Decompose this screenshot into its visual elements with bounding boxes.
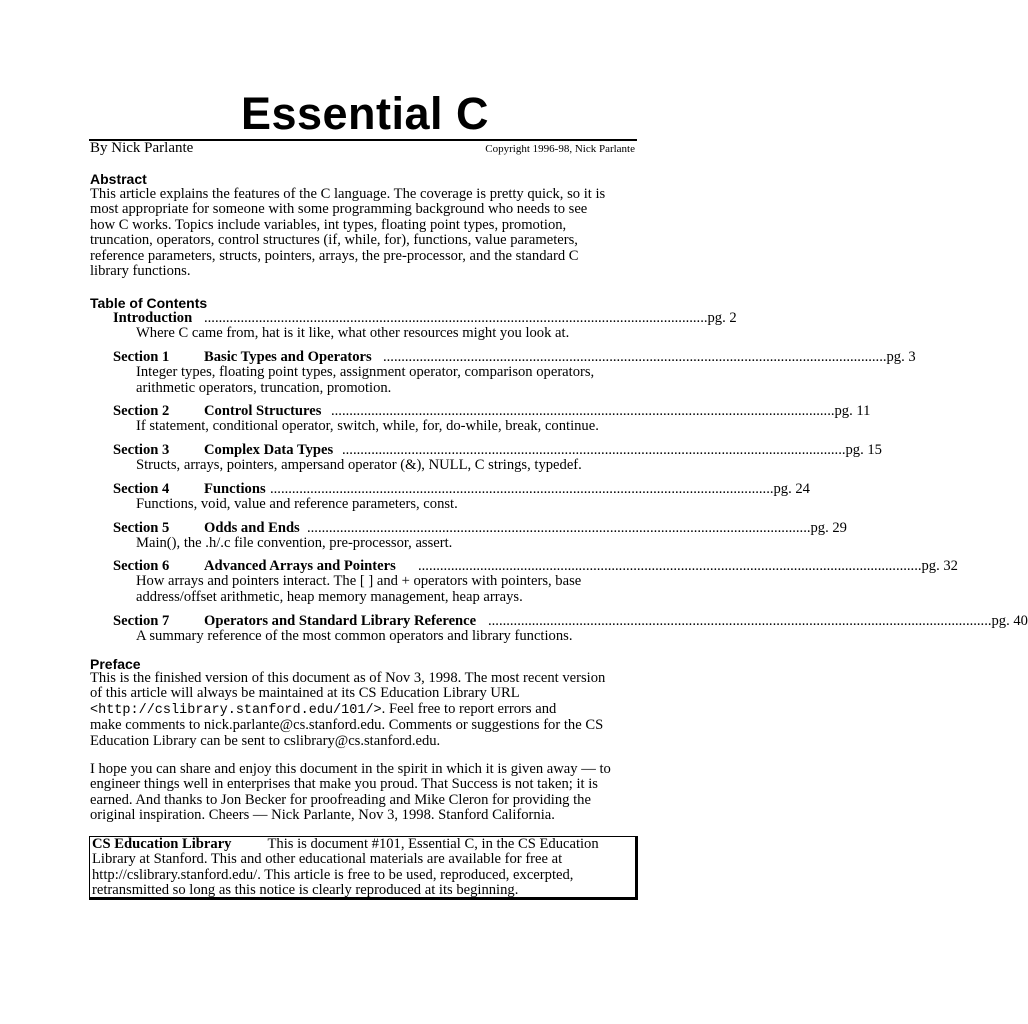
preface-paragraph-2 bbox=[90, 762, 650, 824]
toc-entry-description bbox=[136, 326, 636, 342]
toc-section-number: Section 3 bbox=[113, 442, 170, 458]
preface-line: I hope you can share and enjoy this document in the spirit in which it is given away — to bbox=[90, 761, 611, 777]
notice-line: Library at Stanford. This and other educational materials are available for free at bbox=[92, 851, 563, 868]
toc-entry-title: Advanced Arrays and Pointers bbox=[204, 558, 396, 574]
abstract-paragraph bbox=[90, 187, 650, 279]
toc-section-number: Section 7 bbox=[113, 613, 170, 629]
notice-line: retransmitted so long as this notice is clearly reproduced at its beginning. bbox=[92, 882, 519, 899]
toc-desc-line: Functions, void, value and reference parameters, const. bbox=[136, 496, 458, 512]
preface-line-rest: . Feel free to report errors and bbox=[381, 700, 557, 717]
toc-section-number: Section 4 bbox=[113, 481, 170, 497]
document-title: Essential C bbox=[240, 88, 490, 139]
copyright-notice: Copyright 1996-98, Nick Parlante bbox=[485, 143, 635, 155]
toc-desc-line: Main(), the .h/.c file convention, pre-processor, assert. bbox=[136, 535, 453, 551]
toc-entry-title: Control Structures bbox=[204, 403, 322, 419]
toc-desc-line: Integer types, floating point types, assignment operator, comparison operators, bbox=[136, 364, 595, 380]
toc-entry-description bbox=[136, 497, 636, 513]
preface-line: This is the finished version of this document as of Nov 3, 1998. The most recent version bbox=[90, 670, 606, 686]
toc-desc-line: A summary reference of the most common operators and library functions. bbox=[136, 628, 573, 644]
toc-entry-title: Complex Data Types bbox=[204, 442, 334, 458]
toc-entry-title: Odds and Ends bbox=[204, 520, 300, 536]
toc-desc-line: How arrays and pointers interact. The [ ] and + operators with pointers, base bbox=[136, 573, 582, 589]
toc-section-number: Section 1 bbox=[113, 349, 170, 365]
preface-line: original inspiration. Cheers — Nick Parlante, Nov 3, 1998. Stanford California. bbox=[90, 807, 555, 824]
dot-leader: .......................................................................................................................................... bbox=[418, 558, 922, 574]
toc-desc-line: If statement, conditional operator, switch, while, for, do-while, break, continue. bbox=[136, 418, 599, 434]
toc-desc-line: address/offset arithmetic, heap memory management, heap arrays. bbox=[136, 588, 523, 605]
toc-desc-line: Where C came from, hat is it like, what other resources might you look at. bbox=[136, 325, 570, 341]
toc-page-number: pg. 29 bbox=[810, 520, 847, 536]
toc-section-number: Section 2 bbox=[113, 403, 170, 419]
toc-desc-line: arithmetic operators, truncation, promotion. bbox=[136, 379, 392, 396]
toc-section-number: Section 5 bbox=[113, 520, 170, 536]
toc-page-number: pg. 15 bbox=[845, 442, 882, 458]
dot-leader: .......................................................................................................................................... bbox=[488, 613, 992, 629]
toc-entry-description bbox=[136, 629, 636, 645]
cs-library-notice-box bbox=[89, 836, 638, 900]
toc-entry-description bbox=[136, 419, 636, 435]
abstract-line: truncation, operators, control structures (if, while, for), functions, value parameters, bbox=[90, 232, 578, 249]
notice-line: http://cslibrary.stanford.edu/. This article is free to be used, reproduced, excerpted, bbox=[92, 866, 574, 883]
toc-page-number: pg. 11 bbox=[834, 403, 871, 419]
toc-page-number: pg. 2 bbox=[707, 310, 737, 326]
toc-entry-title: Basic Types and Operators bbox=[204, 349, 372, 365]
toc-page-number: pg. 32 bbox=[921, 558, 958, 574]
abstract-line: library functions. bbox=[90, 263, 191, 280]
preface-line bbox=[90, 702, 650, 718]
preface-line: engineer things well in enterprises that make you proud. That Success is not taken; it is bbox=[90, 776, 598, 793]
toc-entry-description bbox=[136, 536, 636, 552]
dot-leader: .......................................................................................................................................... bbox=[270, 481, 774, 497]
notice-line-rest: This is document #101, Essential C, in the CS Education bbox=[267, 836, 599, 852]
preface-line: Education Library can be sent to cslibrary@cs.stanford.edu. bbox=[90, 732, 441, 749]
toc-heading: Table of Contents bbox=[90, 295, 208, 311]
toc-page-number: pg. 24 bbox=[773, 481, 810, 497]
toc-entry-description bbox=[136, 574, 636, 605]
abstract-line: This article explains the features of the C language. The coverage is pretty quick, so it is bbox=[90, 186, 606, 202]
notice-line bbox=[92, 837, 635, 852]
preface-heading: Preface bbox=[90, 656, 141, 672]
preface-line: make comments to nick.parlante@cs.stanford.edu. Comments or suggestions for the CS bbox=[90, 717, 604, 734]
dot-leader: .......................................................................................................................................... bbox=[342, 442, 846, 458]
dot-leader: .......................................................................................................................................... bbox=[307, 520, 811, 536]
abstract-line: reference parameters, structs, pointers, arrays, the pre-processor, and the standard C bbox=[90, 247, 579, 264]
toc-desc-line: Structs, arrays, pointers, ampersand operator (&), NULL, C strings, typedef. bbox=[136, 457, 582, 473]
abstract-heading: Abstract bbox=[90, 171, 147, 187]
toc-section-number: Section 6 bbox=[113, 558, 170, 574]
toc-entry-title: Introduction bbox=[113, 310, 193, 326]
preface-line: earned. And thanks to Jon Becker for proofreading and Mike Cleron for providing the bbox=[90, 791, 591, 808]
toc-entry-title: Operators and Standard Library Reference bbox=[204, 613, 477, 629]
preface-paragraph-1 bbox=[90, 671, 650, 749]
abstract-line: how C works. Topics include variables, int types, floating point types, promotion, bbox=[90, 216, 567, 233]
dot-leader: .......................................................................................................................................... bbox=[331, 403, 835, 419]
toc-entry-description bbox=[136, 365, 636, 396]
preface-line: of this article will always be maintained at its CS Education Library URL bbox=[90, 685, 520, 702]
library-url-link[interactable]: <http://cslibrary.stanford.edu/101/> bbox=[90, 702, 382, 718]
toc-entry-description bbox=[136, 458, 636, 474]
abstract-line: most appropriate for someone with some programming background who needs to see bbox=[90, 201, 588, 218]
author-byline: By Nick Parlante bbox=[90, 140, 194, 156]
toc-page-number: pg. 40 bbox=[991, 613, 1028, 629]
dot-leader: .......................................................................................................................................... bbox=[204, 310, 708, 326]
toc-page-number: pg. 3 bbox=[886, 349, 916, 365]
dot-leader: .......................................................................................................................................... bbox=[383, 349, 887, 365]
toc-entry-title: Functions bbox=[204, 481, 266, 497]
notice-label: CS Education Library bbox=[92, 836, 232, 852]
